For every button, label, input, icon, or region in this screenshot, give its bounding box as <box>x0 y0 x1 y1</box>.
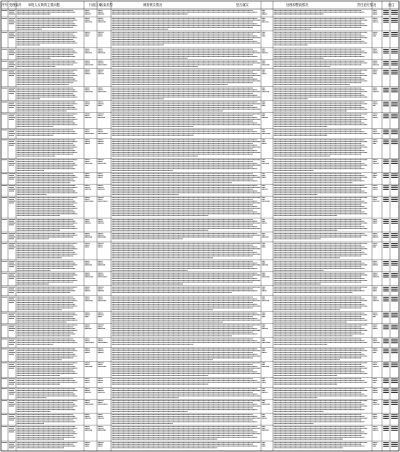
header-col-accountability: 责任追究情况 <box>357 3 377 7</box>
header-col-findings: 调查核实情况 <box>143 3 163 7</box>
header-col-actions: 处理和整改情况 <box>286 3 309 7</box>
header-col-notes: 备注 <box>388 3 395 7</box>
header-col-id: 受理编号 <box>9 3 22 7</box>
table-grid <box>1 1 399 451</box>
table-border <box>1 1 399 451</box>
header-col-type: 污染类型 <box>100 3 113 7</box>
header-col-verified: 是否属实 <box>236 3 249 7</box>
table-header-row <box>2 2 396 7</box>
table-body <box>2 10 398 447</box>
header-col-region: 行政区域 <box>89 3 102 7</box>
header-col-index: 序号 <box>1 3 8 7</box>
header-col-issue: 举报人反映的主要问题 <box>28 3 60 7</box>
